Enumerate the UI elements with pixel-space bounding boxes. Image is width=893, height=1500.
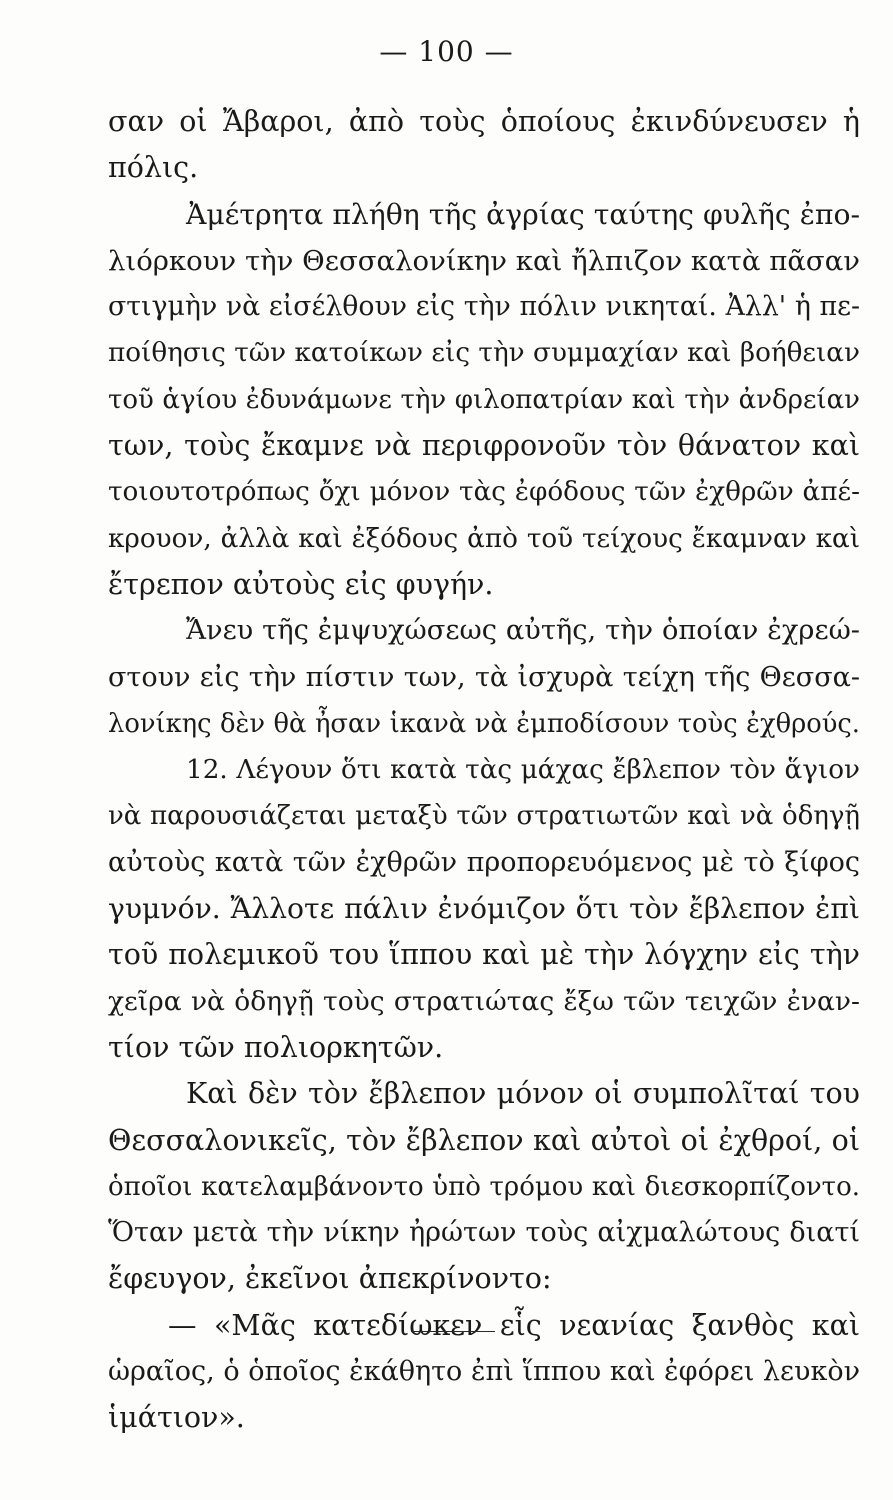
text-line: τοῦ πολεμικοῦ του ἵππου καὶ μὲ τὴν λόγχην εἰς τὴν bbox=[108, 938, 860, 972]
text-line: Ἀμέτρητα πλήθη τῆς ἀγρίας ταύτης φυλῆς ἐπο- bbox=[186, 197, 860, 231]
text-line: 12. Λέγουν ὅτι κατὰ τὰς μάχας ἔβλεπον τὸν ἅγιον bbox=[186, 755, 860, 786]
text-line: ὁποῖοι κατελαμβάνοντο ὑπὸ τρόμου καὶ διεσκορπίζοντο. bbox=[108, 1171, 860, 1202]
text-line: ὡραῖος, ὁ ὁποῖος ἐκάθητο ἐπὶ ἵππου καὶ ἐφόρει λευκὸν bbox=[108, 1356, 860, 1388]
text-line: των, τοὺς ἔκαμνε νὰ περιφρονοῦν τὸν θάνατον καὶ bbox=[108, 429, 860, 463]
text-line: νὰ παρουσιάζεται μεταξὺ τῶν στρατιωτῶν καὶ νὰ ὁδηγῇ bbox=[108, 801, 860, 832]
page-number: — 100 — bbox=[379, 35, 514, 68]
text-line: λιόρκουν τὴν Θεσσαλονίκην καὶ ἤλπιζον κατὰ πᾶσαν bbox=[108, 244, 860, 277]
section-end-rule bbox=[411, 1331, 495, 1332]
text-line: ἱμάτιον». bbox=[108, 1401, 245, 1435]
text-line: στουν εἰς τὴν πίστιν των, τὰ ἰσχυρὰ τείχη τῆς Θεσσα- bbox=[108, 661, 860, 693]
text-line: αὐτοὺς κατὰ τῶν ἐχθρῶν προπορευόμενος μὲ τὸ ξίφος bbox=[108, 846, 860, 878]
text-line: στιγμὴν νὰ εἰσέλθουν εἰς τὴν πόλιν νικηταί. Ἀλλ' ἡ πε- bbox=[108, 291, 860, 323]
text-line: — «Μᾶς κατεδίωκεν εἷς νεανίας ξανθὸς καὶ bbox=[168, 1308, 860, 1342]
text-line: χεῖρα νὰ ὁδηγῇ τοὺς στρατιώτας ἔξω τῶν τειχῶν ἐναν- bbox=[108, 985, 860, 1017]
text-line: λονίκης δὲν θὰ ἦσαν ἱκανὰ νὰ ἐμποδίσουν τοὺς ἐχθρούς. bbox=[108, 708, 860, 739]
text-line: τοιουτοτρόπως ὄχι μόνον τὰς ἐφόδους τῶν ἐχθρῶν ἀπέ- bbox=[108, 477, 860, 508]
text-line: τοῦ ἁγίου ἐδυνάμωνε τὴν φιλοπατρίαν καὶ τὴν ἀνδρείαν bbox=[108, 384, 860, 415]
text-line: Ὅταν μετὰ τὴν νίκην ἠρώτων τοὺς αἰχμαλώτους διατί bbox=[108, 1217, 860, 1249]
text-line: γυμνόν. Ἄλλοτε πάλιν ἐνόμιζον ὅτι τὸν ἔβλεπον ἐπὶ bbox=[108, 892, 860, 926]
text-line: Καὶ δὲν τὸν ἔβλεπον μόνον οἱ συμπολῖταί του bbox=[186, 1077, 860, 1111]
text-line: ἔτρεπον αὐτοὺς εἰς φυγήν. bbox=[108, 567, 494, 601]
text-line: Ἄνευ τῆς ἐμψυχώσεως αὐτῆς, τὴν ὁποίαν ἐχρεώ- bbox=[186, 615, 860, 647]
text-line: Θεσσαλονικεῖς, τὸν ἔβλεπον καὶ αὐτοὶ οἱ ἐχθροί, οἱ bbox=[108, 1123, 860, 1157]
text-line: πόλις. bbox=[108, 151, 199, 185]
body-text bbox=[108, 99, 860, 1442]
text-line: ἔφευγον, ἐκεῖνοι ἀπεκρίνοντο: bbox=[108, 1262, 552, 1296]
text-line: τίον τῶν πολιορκητῶν. bbox=[108, 1030, 444, 1064]
text-line: σαν οἱ Ἄβαροι, ἀπὸ τοὺς ὁποίους ἐκινδύνευσεν ἡ bbox=[108, 105, 860, 138]
text-line: ποίθησις τῶν κατοίκων εἰς τὴν συμμαχίαν καὶ βοήθειαν bbox=[108, 338, 860, 369]
text-line: κρουον, ἀλλὰ καὶ ἐξόδους ἀπὸ τοῦ τείχους ἔκαμναν καὶ bbox=[108, 523, 860, 554]
